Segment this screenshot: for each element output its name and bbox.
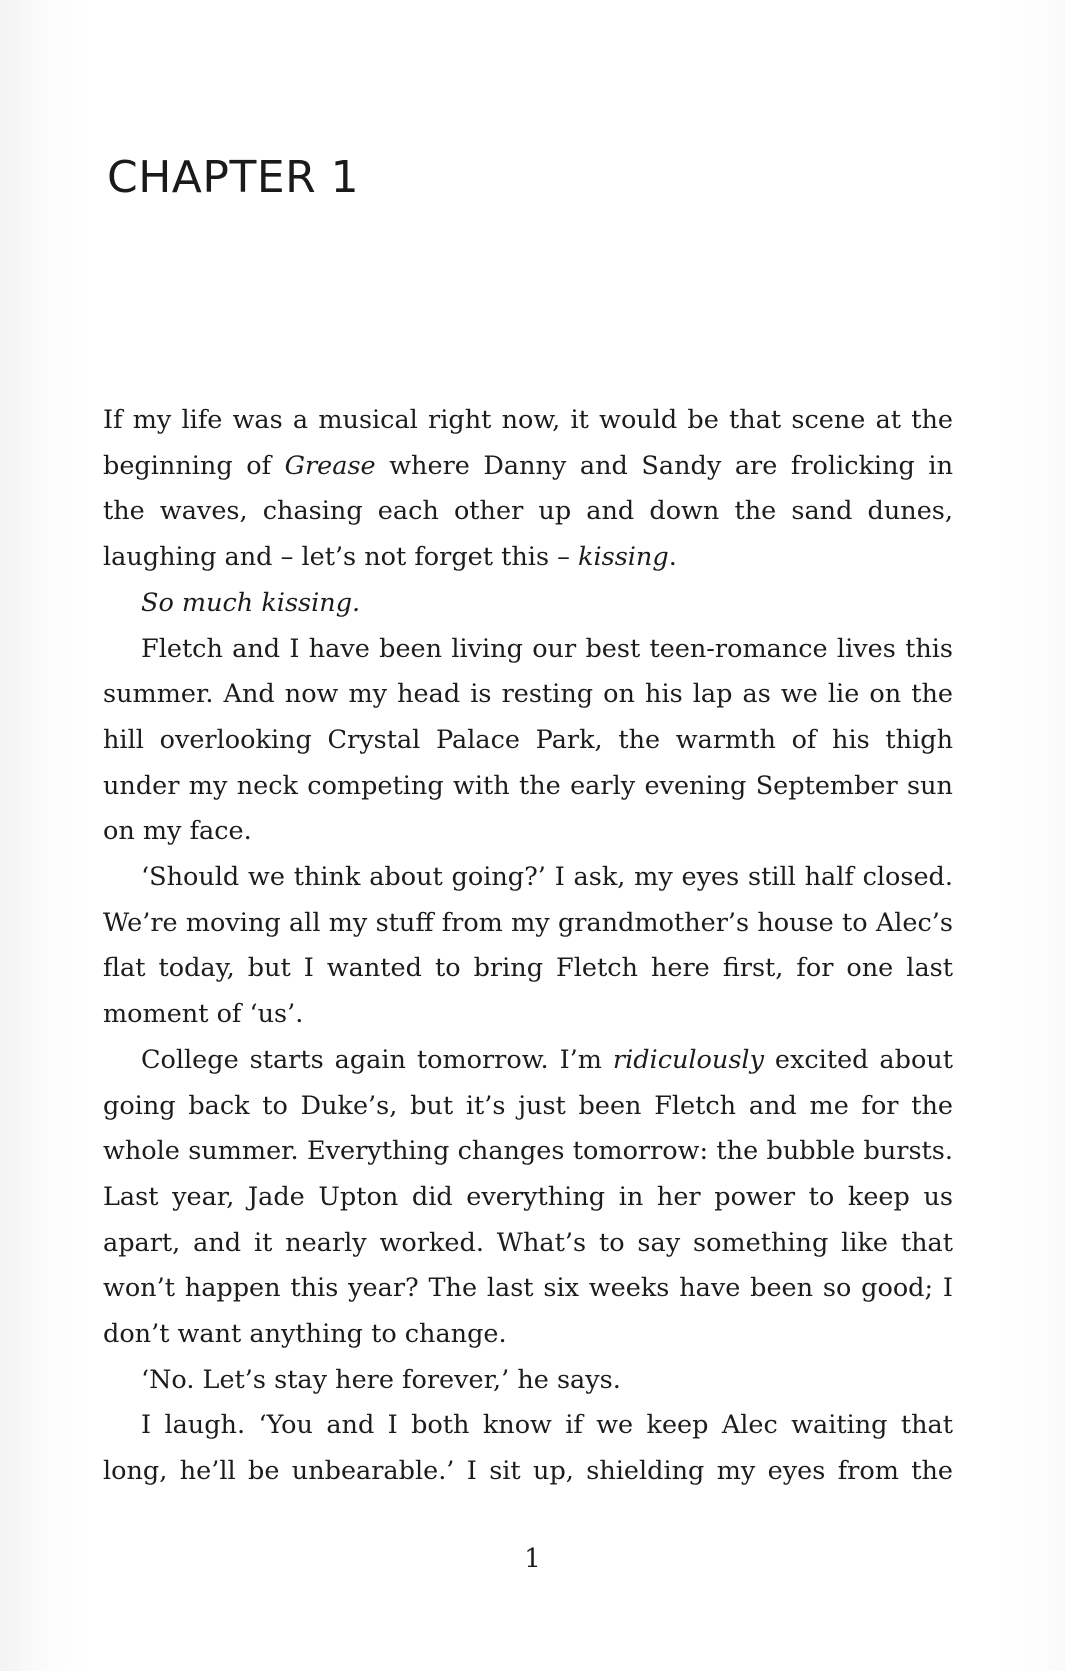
paragraph-7: I laugh. ‘You and I both know if we keep Alec waiting that long, he’ll be unbearable.’ I sit up, shielding my eyes from the [103,1410,953,1487]
paragraph-5-italic-ridiculously: ridiculously [612,1044,764,1075]
paragraph-5 [103,1038,953,1358]
paragraph-1-text-e: . [668,542,677,573]
paragraph-1 [103,398,953,581]
paragraph-4: ‘Should we think about going?’ I ask, my eyes still half closed. We’re moving all my stuff from my grandmother’s house to Alec’s flat today, but I wanted to bring Fletch here first, for one last moment of ‘us’. [103,862,953,1030]
paragraph-2-italic: So much kissing. [141,587,361,618]
paragraph-1-italic-kissing: kissing [578,542,669,573]
paragraph-1-text-c: where Danny and Sandy are frolicking in the waves, chasing each other up and down the sand dunes, laughing and – let’s not forget this – [103,450,953,573]
paragraph-1-italic-grease: Grease [284,450,376,481]
paragraph-2 [103,581,953,627]
page-number: 1 [524,1544,541,1574]
paragraph-5-text-c: excited about going back to Duke’s, but it’s just been Fletch and me for the whole summer. Everything changes tomorrow: the bubble bursts. Last year, Jade Upton did everything in her power to keep us apart, and it nearly worked. What’s to say something like that won’t happen this year? The last six weeks have been so good; I don’t want anything to change. [103,1044,953,1350]
paragraph-5-text-a: College starts again tomorrow. I’m [141,1044,613,1075]
paragraph-6: ‘No. Let’s stay here forever,’ he says. [141,1364,621,1395]
chapter-body [103,398,953,1495]
paragraph-1-text-a: If my life was a musical right now, it would be that scene at the beginning of [103,405,953,481]
chapter-title: CHAPTER 1 [107,152,360,203]
paragraph-3: Fletch and I have been living our best teen-romance lives this summer. And now my head is resting on his lap as we lie on the hill overlooking Crystal Palace Park, the warmth of his thigh under my neck competing with the early evening September sun on my face. [103,633,953,847]
